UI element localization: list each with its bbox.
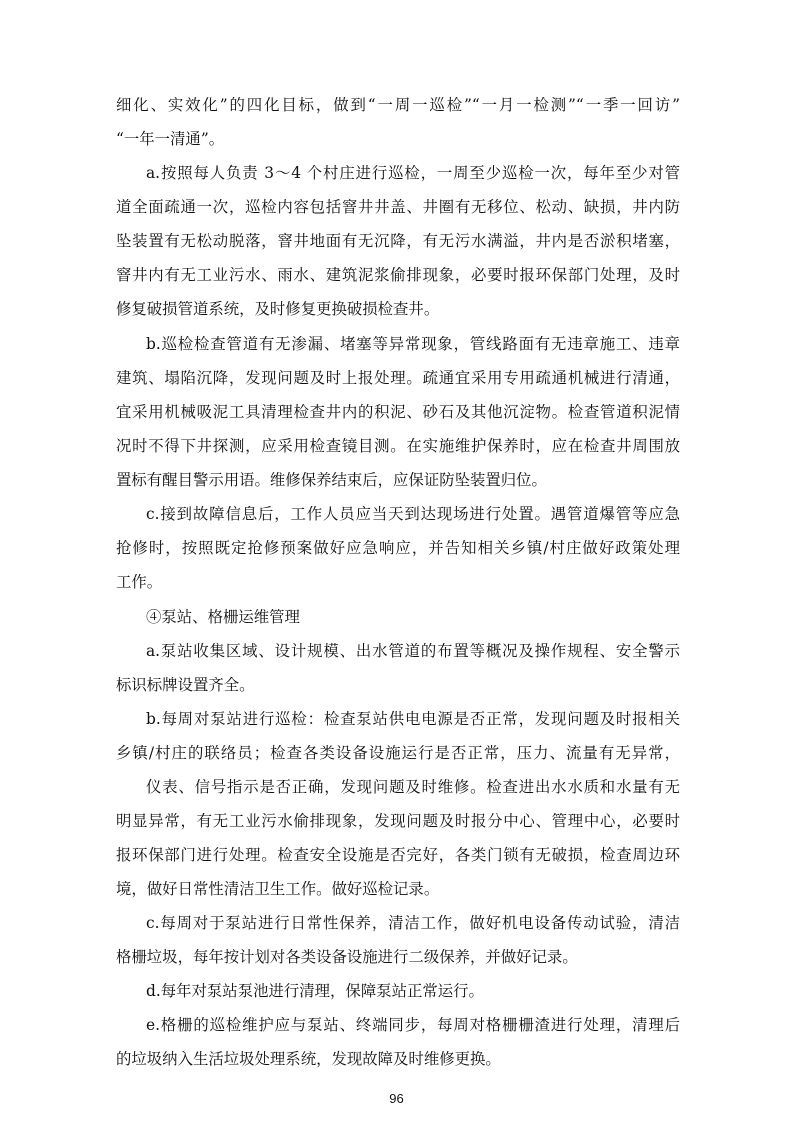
text-line: 坠装置有无松动脱落，窨井地面有无沉降，有无污水满溢，井内是否淤积堵塞，: [116, 232, 680, 250]
text-line: 乡镇/村庄的联络员；检查各类设备设施运行是否正常，压力、流量有无异常，: [116, 744, 680, 762]
text-line: 宜采用机械吸泥工具清理检查井内的积泥、砂石及其他沉淀物。检查管道积泥情: [116, 403, 680, 421]
text-line: 的垃圾纳入生活垃圾处理系统，发现故障及时维修更换。: [116, 1050, 501, 1068]
paragraph-start-line: b.巡检检查管道有无渗漏、堵塞等异常现象，管线路面有无违章施工、违章: [146, 335, 680, 353]
text-line: 标识标牌设置齐全。: [116, 676, 255, 694]
text-line: 窨井内有无工业污水、雨水、建筑泥浆偷排现象，必要时报环保部门处理，及时: [116, 266, 680, 284]
text-line: 格栅垃圾，每年按计划对各类设备设施进行二级保养，并做好记录。: [116, 948, 578, 966]
text-line: 报环保部门进行处理。检查安全设施是否完好，各类门锁有无破损，检查周边环: [116, 846, 680, 864]
text-line: 工作。: [116, 573, 163, 591]
text-line: 修复破损管道系统，及时修复更换破损检查井。: [116, 300, 440, 318]
paragraph-start-line: a.泵站收集区域、设计规模、出水管道的布置等概况及操作规程、安全警示: [146, 642, 680, 660]
text-line: “一年一清通”。: [116, 130, 225, 148]
text-line: 境，做好日常性清洁卫生工作。做好巡检记录。: [116, 880, 440, 898]
paragraph-start-line: e.格栅的巡检维护应与泵站、终端同步，每周对格栅栅渣进行处理，清理后: [146, 1016, 680, 1034]
page-number: 96: [389, 1091, 404, 1106]
text-line: 仪表、信号指示是否正确，发现问题及时维修。检查进出水水质和水量有无: [146, 778, 680, 796]
text-line: 置标有醒目警示用语。维修保养结束后，应保证防坠装置归位。: [116, 471, 547, 489]
paragraph-start-line: c.每周对于泵站进行日常性保养，清洁工作，做好机电设备传动试验，清洁: [146, 914, 680, 932]
text-line: 况时不得下井探测，应采用检查镜目测。在实施维护保养时，应在检查井周围放: [116, 437, 680, 455]
paragraph-start-line: a.按照每人负责 3～4 个村庄进行巡检，一周至少巡检一次，每年至少对管: [146, 164, 680, 182]
section-heading: ④泵站、格栅运维管理: [146, 608, 300, 626]
text-line: 抢修时，按照既定抢修预案做好应急响应，并告知相关乡镇/村庄做好政策处理: [116, 539, 680, 557]
text-line: 道全面疏通一次，巡检内容包括窨井井盖、井圈有无移位、松动、缺损，井内防: [116, 198, 680, 216]
text-line: 建筑、塌陷沉降，发现问题及时上报处理。疏通宜采用专用疏通机械进行清通，: [116, 369, 680, 387]
paragraph-start-line: b.每周对泵站进行巡检：检查泵站供电电源是否正常，发现问题及时报相关: [146, 710, 680, 728]
paragraph-start-line: d.每年对泵站泵池进行清理，保障泵站正常运行。: [146, 982, 484, 1000]
paragraph-start-line: c.接到故障信息后，工作人员应当天到达现场进行处置。遇管道爆管等应急: [146, 505, 680, 523]
text-line: 明显异常，有无工业污水偷排现象，发现问题及时报分中心、管理中心，必要时: [116, 812, 680, 830]
text-line: 细化、实效化”的四化目标，做到“一周一巡检”“一月一检测”“一季一回访”: [116, 96, 680, 114]
